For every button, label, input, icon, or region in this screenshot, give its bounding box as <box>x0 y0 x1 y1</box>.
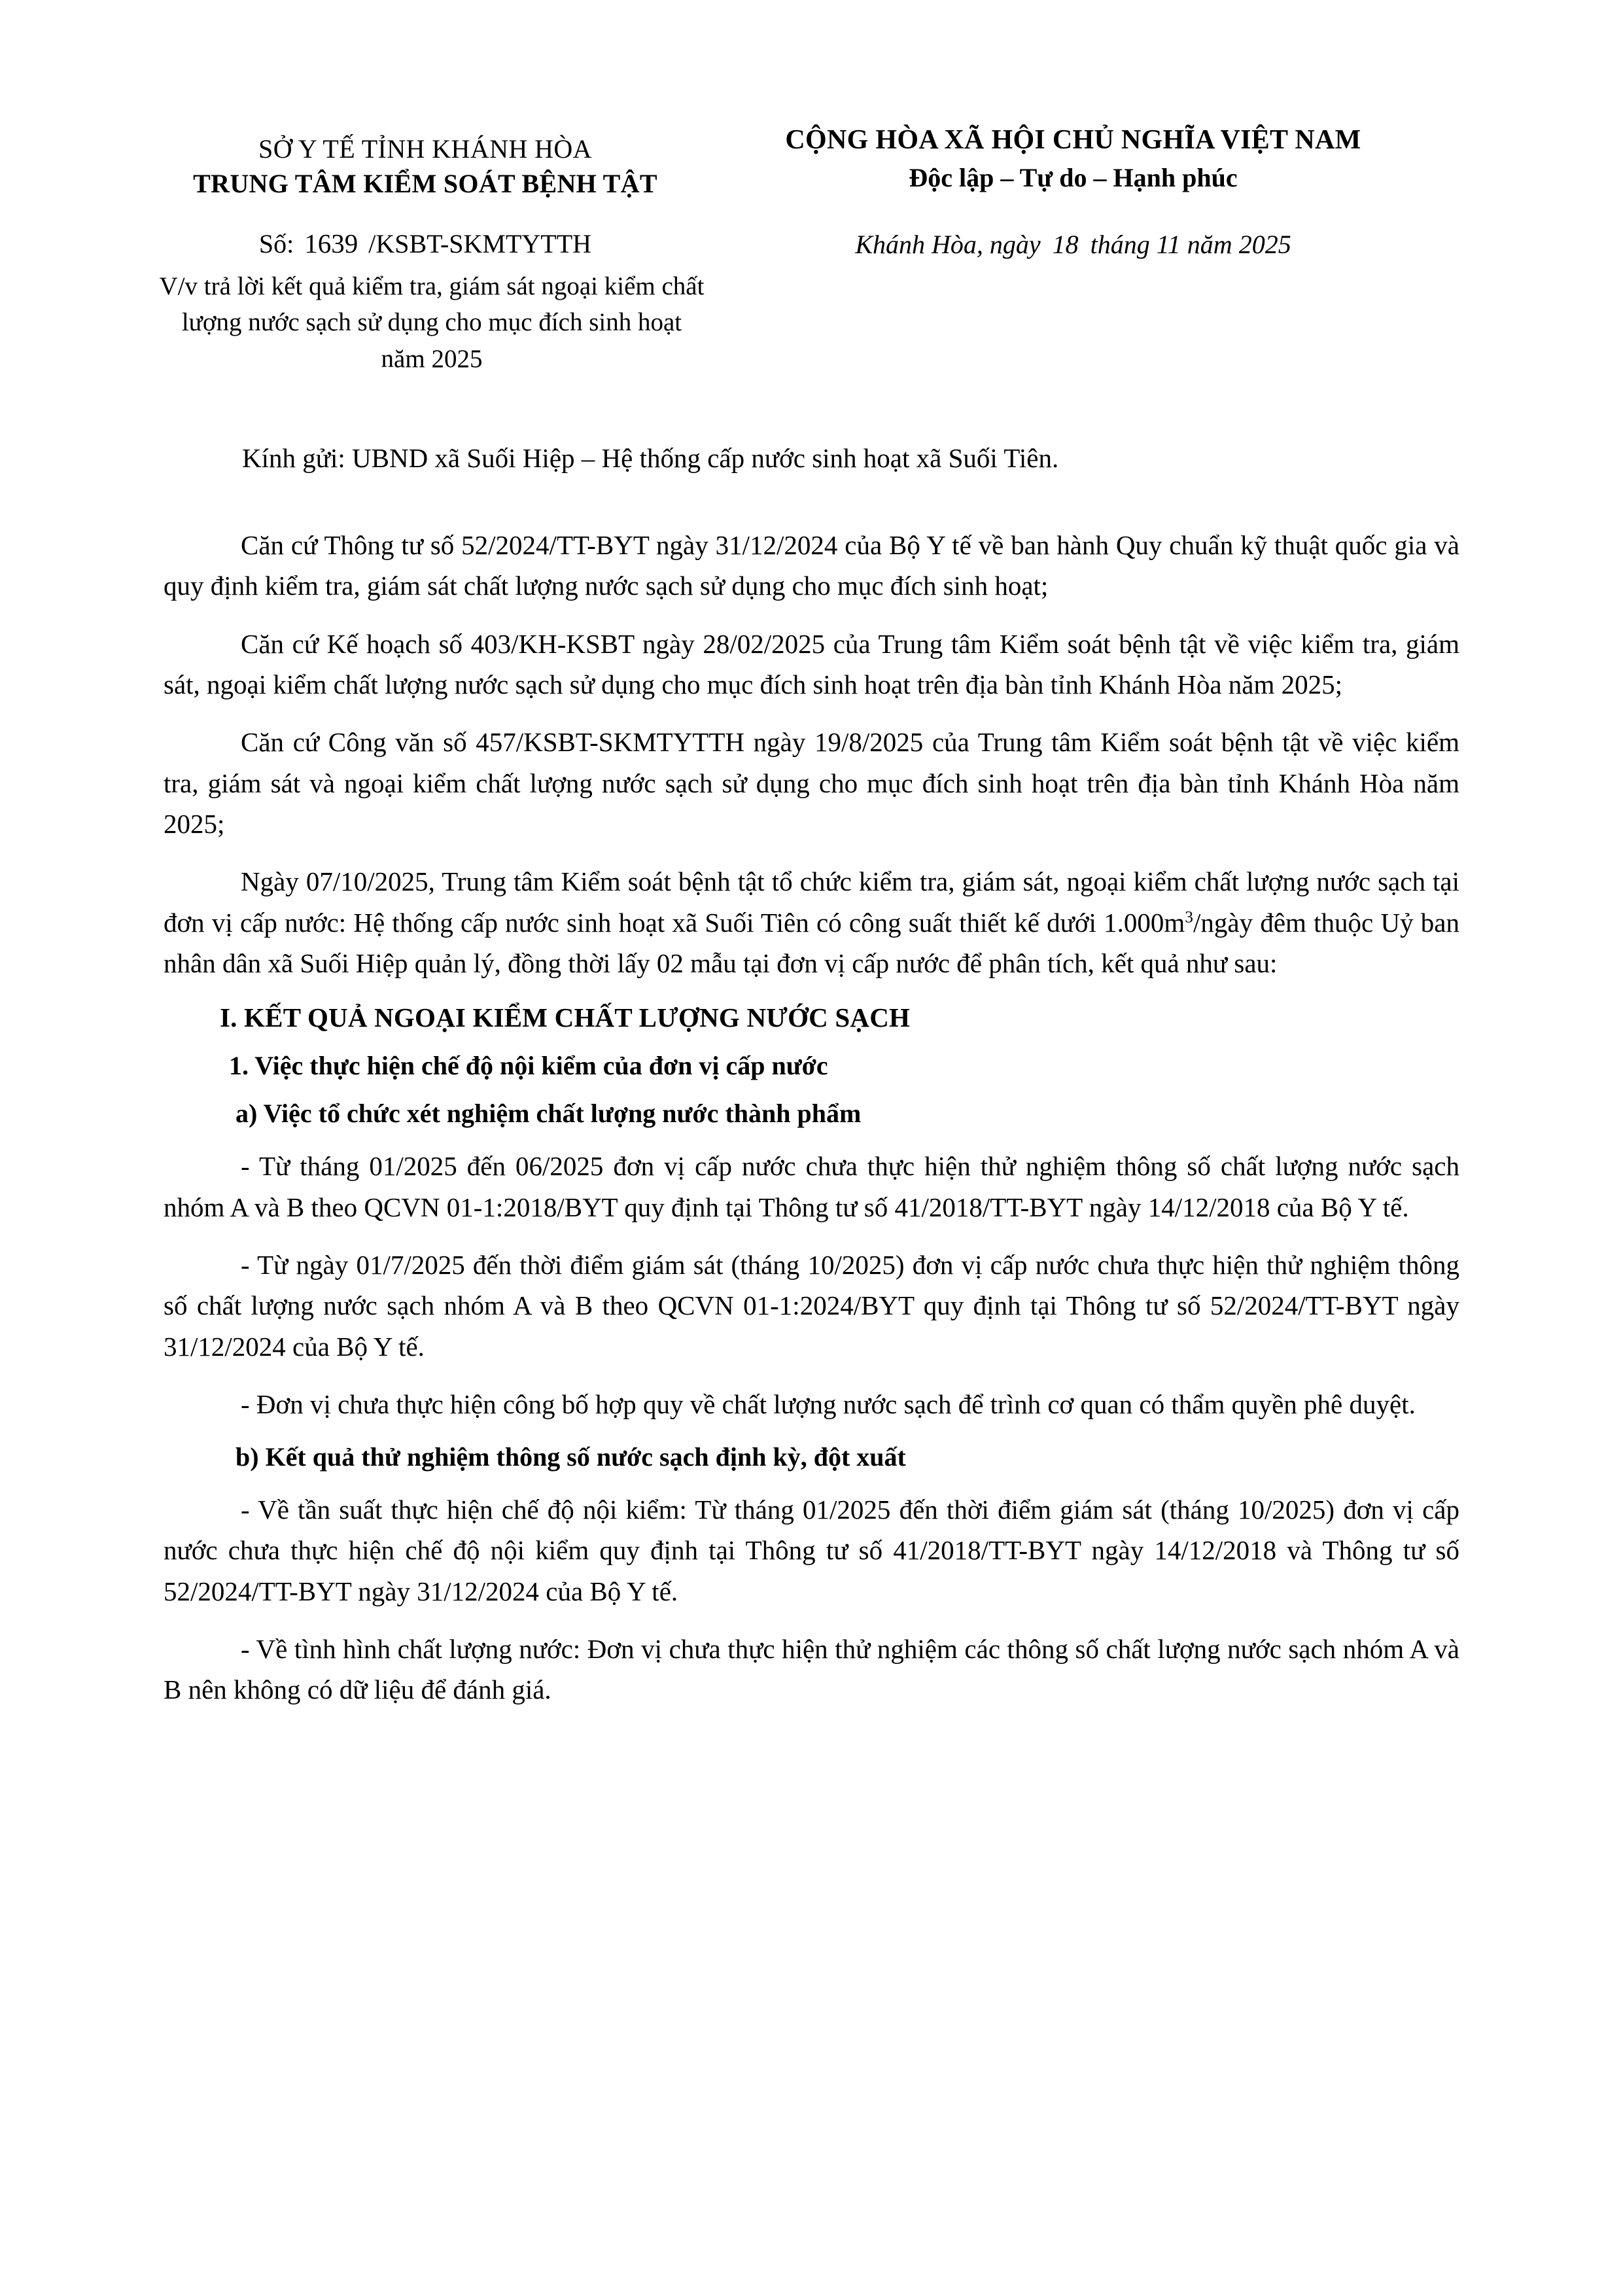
item-a-2: - Từ ngày 01/7/2025 đến thời điểm giám sát (tháng 10/2025) đơn vị cấp nước chưa thực hiện thử nghiệm thông số chất lượng nước sạch nhóm A và B theo QCVN 01-1:2024/BYT quy định tại Thông tư số 52/2024/TT-BYT ngày 31/12/2024 của Bộ Y tế. <box>164 1249 1459 1362</box>
inspection-summary-part1: Ngày 07/10/2025, Trung tâm Kiểm soát bệnh tật tổ chức kiểm tra, giám sát, ngoại kiểm chất lượng nước sạch tại đơn vị cấp nước: Hệ thống cấp nước sinh hoạt xã Suối Tiên có công suất thiết kế dưới 1.000m <box>164 866 1459 938</box>
document-number-line <box>164 228 687 259</box>
document-number-block <box>159 228 705 377</box>
document-header <box>164 124 1459 199</box>
year-label: năm <box>1187 230 1232 259</box>
provincial-health-department: SỞ Y TẾ TỈNH KHÁNH HÒA <box>258 134 592 164</box>
paragraph-basis-3: Căn cứ Công văn số 457/KSBT-SKMTYTTH ngày 19/8/2025 của Trung tâm Kiểm soát bệnh tật về việc kiểm tra, giám sát và ngoại kiểm chất lượng nước sạch sử dụng cho mục đích sinh hoạt trên địa bàn tỉnh Khánh Hòa năm 2025; <box>164 727 1459 839</box>
national-heading <box>687 124 1459 193</box>
issuing-authority <box>164 124 687 199</box>
item-b-2: - Về tình hình chất lượng nước: Đơn vị chưa thực hiện thử nghiệm các thông số chất lượng nước sạch nhóm A và B nên không có dữ liệu để đánh giá. <box>164 1634 1459 1705</box>
paragraph-inspection-summary <box>164 861 1459 983</box>
place-prefix: Khánh Hòa, ngày <box>855 230 1041 259</box>
month-label: tháng <box>1090 230 1150 259</box>
paragraph-basis-2: Căn cứ Kế hoạch số 403/KH-KSBT ngày 28/02/2025 của Trung tâm Kiểm soát bệnh tật về việc kiểm tra, giám sát, ngoại kiểm chất lượng nước sạch sử dụng cho mục đích sinh hoạt trên địa bàn tỉnh Khánh Hòa năm 2025; <box>164 628 1459 700</box>
document-meta <box>159 228 1459 377</box>
section-heading-1: I. KẾT QUẢ NGOẠI KIỂM CHẤT LƯỢNG NƯỚC SẠCH <box>220 1002 911 1033</box>
item-a-1: - Từ tháng 01/2025 đến 06/2025 đơn vị cấp nước chưa thực hiện thử nghiệm thông số chất lượng nước sạch nhóm A và B theo QCVN 01-1:2018/BYT quy định tại Thông tư số 41/2018/TT-BYT ngày 14/12/2018 của Bộ Y tế. <box>164 1151 1459 1222</box>
number-label: Số: <box>258 229 294 258</box>
place-and-date <box>687 228 1459 260</box>
subsection-heading-1: 1. Việc thực hiện chế độ nội kiểm của đơn vị cấp nước <box>229 1051 828 1081</box>
cdc-center-name: TRUNG TÂM KIỂM SOÁT BỆNH TẬT <box>193 169 657 198</box>
day-value: 18 <box>1052 230 1079 259</box>
month-value: 11 <box>1156 230 1181 259</box>
recipient-line: Kính gửi: UBND xã Suối Hiệp – Hệ thống cấp nước sinh hoạt xã Suối Tiên. <box>242 443 1059 474</box>
number-suffix: /KSBT-SKMTYTTH <box>368 229 592 258</box>
country-name: CỘNG HÒA XÃ HỘI CHỦ NGHĨA VIỆT NAM <box>785 125 1361 155</box>
item-b-1: - Về tần suất thực hiện chế độ nội kiểm: Từ tháng 01/2025 đến thời điểm giám sát (tháng 10/2025) đơn vị cấp nước chưa thực hiện chế độ nội kiểm quy định tại Thông tư số 41/2018/TT-BYT ngày 14/12/2018 và Thông tư số 52/2024/TT-BYT ngày 31/12/2024 của Bộ Y tế. <box>164 1494 1459 1606</box>
number-value: 1639 <box>304 228 358 258</box>
national-motto: Độc lập – Tự do – Hạnh phúc <box>909 163 1238 192</box>
document-subject: V/v trả lời kết quả kiểm tra, giám sát ngoại kiểm chất lượng nước sạch sử dụng cho mục đích sinh hoạt năm 2025 <box>159 272 705 373</box>
subsection-heading-a: a) Việc tổ chức xét nghiệm chất lượng nước thành phẩm <box>236 1099 862 1129</box>
paragraph-basis-1: Căn cứ Thông tư số 52/2024/TT-BYT ngày 31/12/2024 của Bộ Y tế về ban hành Quy chuẩn kỹ thuật quốc gia và quy định kiểm tra, giám sát chất lượng nước sạch sử dụng cho mục đích sinh hoạt; <box>164 530 1459 601</box>
subsection-heading-b: b) Kết quả thử nghiệm thông số nước sạch định kỳ, đột xuất <box>236 1442 906 1472</box>
inspection-summary-part2: /ngày đêm thuộc Uỷ ban nhân dân xã Suối Hiệp quản lý, đồng thời lấy 02 mẫu tại đơn vị cấp nước để phân tích, kết quả như sau: <box>164 907 1460 978</box>
year-value: 2025 <box>1238 230 1291 259</box>
item-a-3: - Đơn vị chưa thực hiện công bố hợp quy về chất lượng nước sạch để trình cơ quan có thẩm quyền phê duyệt. <box>241 1388 1416 1419</box>
cubic-meter-exponent: 3 <box>1185 907 1193 926</box>
